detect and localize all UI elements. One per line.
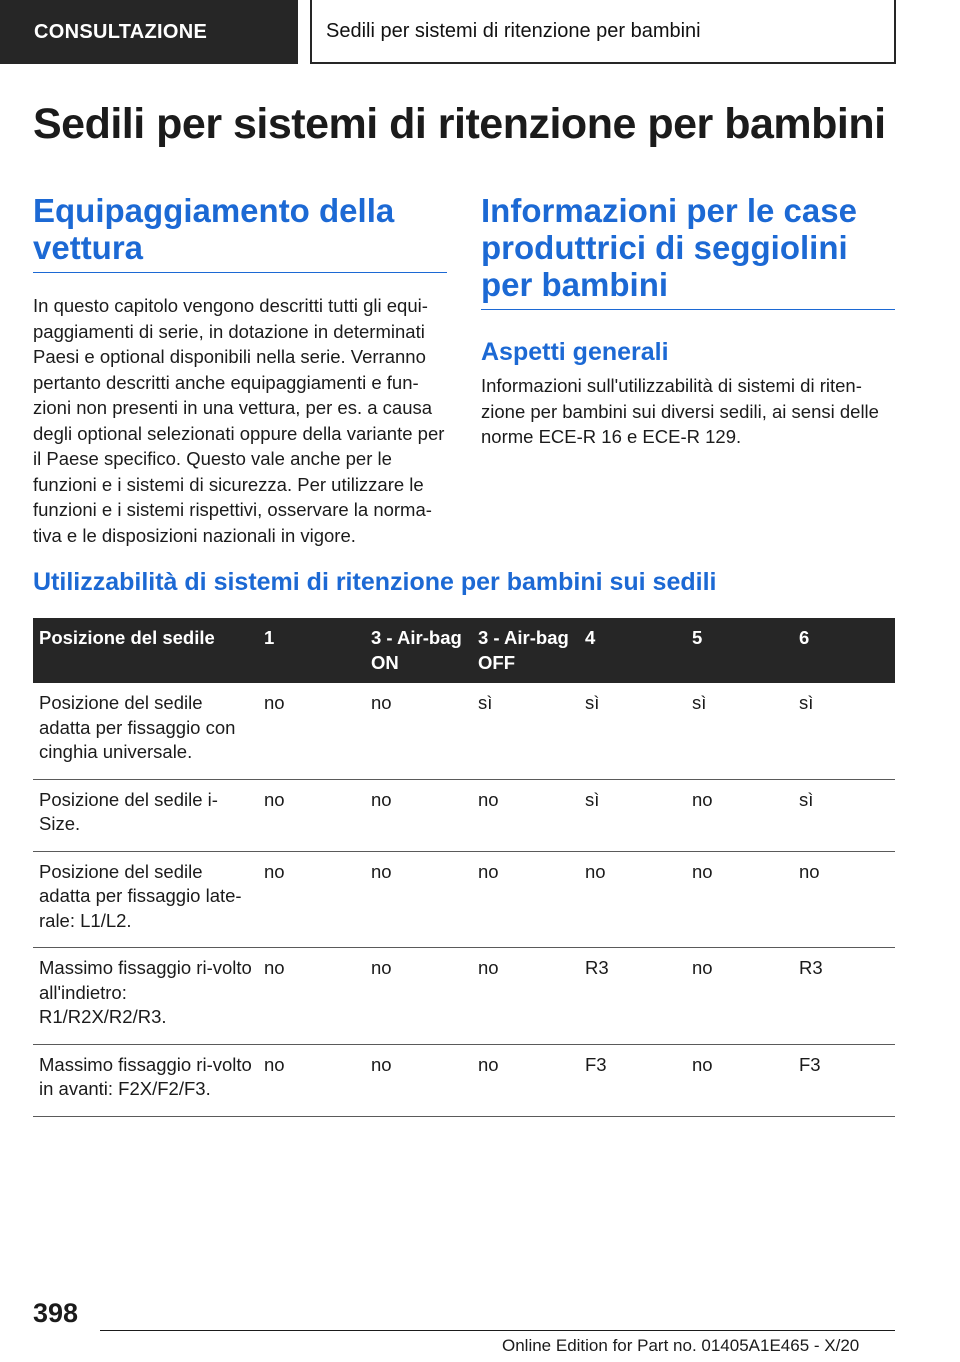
table-cell: Massimo fissaggio ri-volto all'indietro: R1/R2X/R2/R3.: [33, 948, 258, 1045]
table-cell: no: [579, 851, 686, 948]
table-cell: no: [472, 948, 579, 1045]
table-cell: Posizione del sedile i-Size.: [33, 779, 258, 851]
table-row: [33, 683, 895, 779]
table-cell: sì: [579, 779, 686, 851]
table-cell: no: [686, 1044, 793, 1116]
footer-divider: [100, 1330, 895, 1331]
chapter-tab: [310, 0, 896, 64]
general-aspects-body: Informazioni sull'utilizzabilità di sistemi di riten-zione per bambini sui diversi sedili, ai sensi delle norme ECE-R 16 e ECE-R 129.: [481, 375, 879, 447]
chapter-label: Sedili per sistemi di ritenzione per bambini: [326, 19, 701, 42]
table-cell: no: [686, 779, 793, 851]
table-row: [33, 779, 895, 851]
section-label: CONSULTAZIONE: [34, 20, 208, 43]
table-cell: R3: [793, 948, 895, 1045]
table-cell: no: [686, 851, 793, 948]
table-cell: no: [258, 779, 365, 851]
table-cell: no: [686, 948, 793, 1045]
table-cell: no: [472, 851, 579, 948]
edition-footer: Online Edition for Part no. 01405A1E465 - X/20: [502, 1336, 860, 1355]
page-number: 398: [33, 1298, 79, 1328]
column-header: 6: [793, 618, 895, 683]
column-header: 4: [579, 618, 686, 683]
section-tab: [0, 0, 298, 64]
table-cell: sì: [579, 683, 686, 779]
table-cell: no: [472, 779, 579, 851]
table-cell: sì: [793, 683, 895, 779]
manufacturers-heading: Informazioni per le case produttrici di seggiolini per bambini: [481, 192, 895, 310]
table-cell: sì: [793, 779, 895, 851]
equipment-heading: Equipaggiamento della vettura: [33, 192, 447, 273]
table-cell: no: [793, 851, 895, 948]
table-row: [33, 1044, 895, 1116]
table-cell: no: [365, 683, 472, 779]
table-cell: no: [258, 1044, 365, 1116]
general-aspects-heading: Aspetti generali: [481, 338, 669, 366]
table-cell: Posizione del sedile adatta per fissaggio con cinghia universale.: [33, 683, 258, 779]
table-header-row: [33, 618, 895, 683]
table-cell: no: [472, 1044, 579, 1116]
seat-usability-table: [33, 618, 895, 1117]
table-cell: no: [258, 948, 365, 1045]
column-header: 1: [258, 618, 365, 683]
table-cell: F3: [579, 1044, 686, 1116]
table-cell: no: [365, 779, 472, 851]
table-cell: Posizione del sedile adatta per fissaggio late-rale: L1/L2.: [33, 851, 258, 948]
table-row: [33, 948, 895, 1045]
table-cell: sì: [686, 683, 793, 779]
table-cell: R3: [579, 948, 686, 1045]
column-header: 3 - Air-bag OFF: [472, 618, 579, 683]
table-cell: no: [365, 1044, 472, 1116]
page-title: Sedili per sistemi di ritenzione per bambini: [33, 100, 886, 148]
table-row: [33, 851, 895, 948]
column-header: 3 - Air-bag ON: [365, 618, 472, 683]
right-column: [481, 192, 895, 450]
table-cell: F3: [793, 1044, 895, 1116]
table-cell: sì: [472, 683, 579, 779]
table-cell: no: [258, 851, 365, 948]
table-cell: no: [258, 683, 365, 779]
column-header: 5: [686, 618, 793, 683]
table-cell: Massimo fissaggio ri-volto in avanti: F2X/F2/F3.: [33, 1044, 258, 1116]
table-heading: Utilizzabilità di sistemi di ritenzione per bambini sui sedili: [33, 568, 717, 596]
table-cell: no: [365, 948, 472, 1045]
left-column: [33, 192, 447, 548]
equipment-body: In questo capitolo vengono descritti tutti gli equi-paggiamenti di serie, in dotazione in determinati Paesi e optional disponibili nella serie. Verranno pertanto descritti anche equipaggiamenti e fun-zioni non presenti in una vettura, per es. a causa degli optional selezionati oppure della variante per il Paese specifico. Questo vale anche per le funzioni e i sistemi di sicurezza. Per utilizzare le funzioni e i sistemi rispettivi, osservare la norma-tiva e le disposizioni nazionali in vigore.: [33, 295, 445, 546]
table-cell: no: [365, 851, 472, 948]
column-header: Posizione del sedile: [33, 618, 258, 683]
